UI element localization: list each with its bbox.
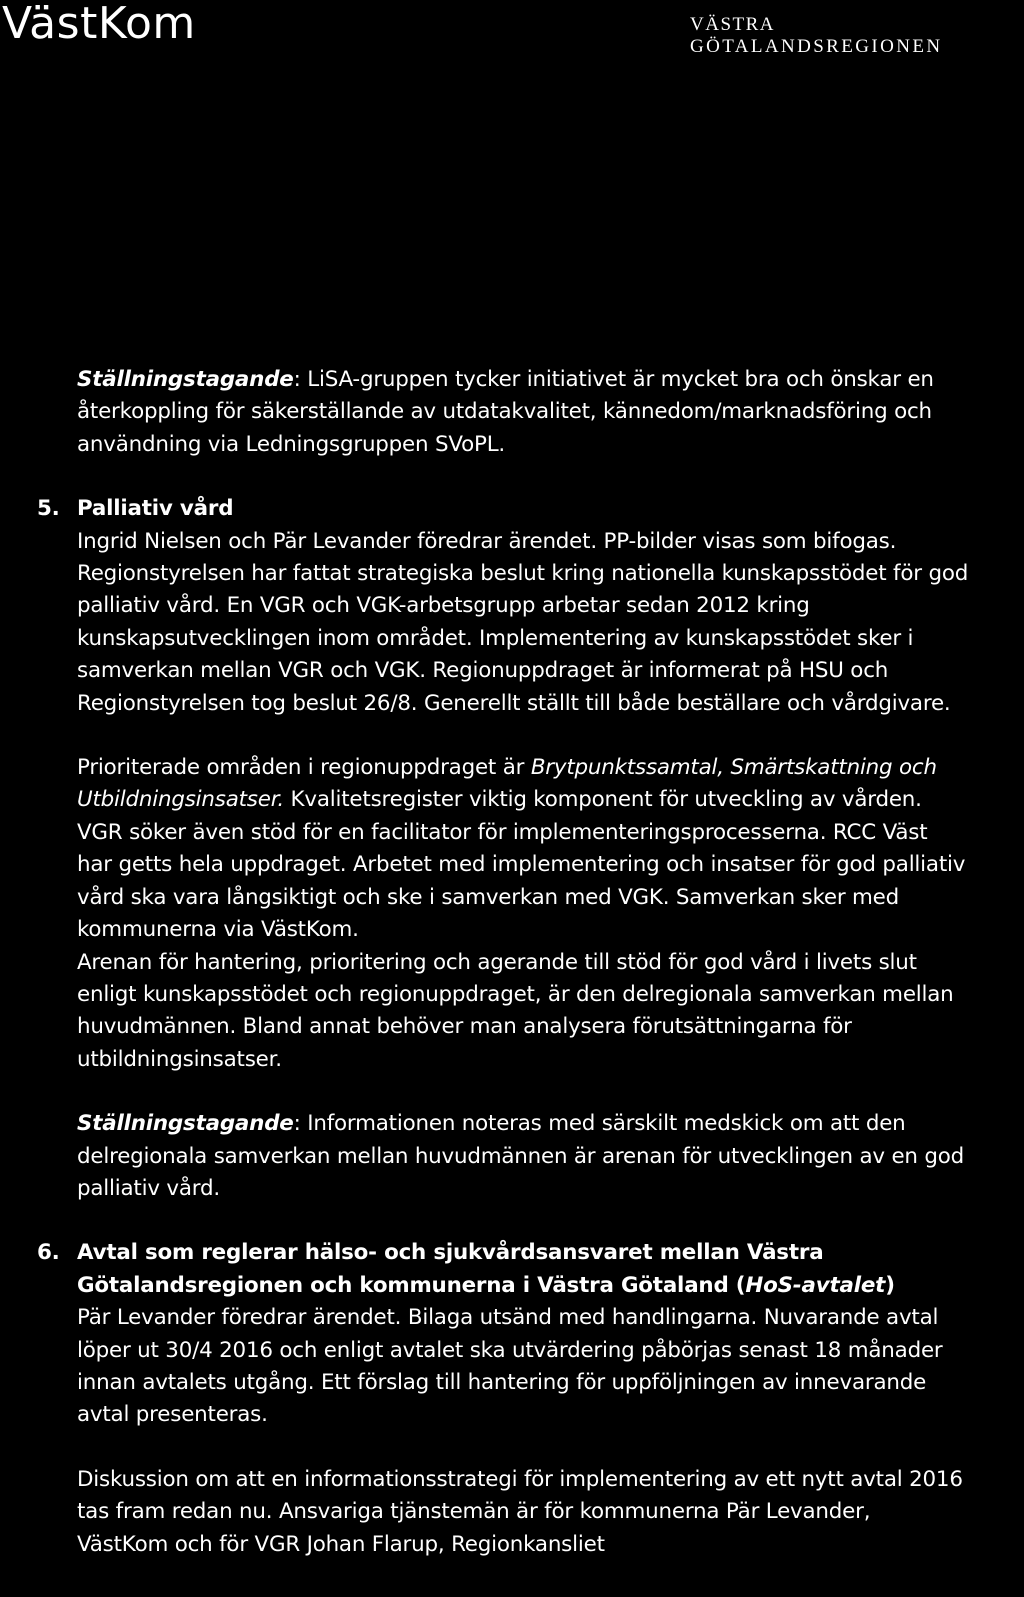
paragraph-line: kommunerna via VästKom. bbox=[77, 917, 359, 943]
paragraph-line: Arenan för hantering, prioritering och agerande till stöd för god vård i livets slut bbox=[77, 949, 917, 975]
spacer bbox=[0, 1076, 1024, 1108]
priorities-italic: Brytpunktssamtal, Smärtskattning och bbox=[530, 755, 937, 781]
statement-line: återkoppling för säkerställande av utdatakvalitet, kännedom/marknadsföring och bbox=[77, 399, 932, 425]
statement-line bbox=[77, 1108, 1014, 1140]
statement-colon: : bbox=[293, 367, 308, 392]
statement-colon: : bbox=[293, 1111, 308, 1137]
paragraph-line bbox=[77, 784, 1014, 816]
statement-line: användning via Ledningsgruppen SVoPL. bbox=[77, 431, 506, 457]
document-body bbox=[0, 364, 1024, 1561]
vastkom-logo: VästKom bbox=[2, 0, 196, 49]
paragraph-line: utbildningsinsatser. bbox=[77, 1046, 282, 1072]
paragraph-line: tas fram redan nu. Ansvariga tjänstemän är för kommunerna Pär Levander, bbox=[77, 1499, 871, 1525]
priorities-italic: Utbildningsinsatser. bbox=[77, 787, 284, 813]
paragraph-line: VGR söker även stöd för en facilitator för implementeringsprocesserna. RCC Väst bbox=[77, 819, 928, 845]
paragraph-line: avtal presenteras. bbox=[77, 1402, 268, 1428]
spacer bbox=[0, 461, 1024, 493]
spacer bbox=[0, 1432, 1024, 1464]
paragraph-line: vård ska vara långsiktigt och ske i samverkan med VGK. Samverkan sker med bbox=[77, 884, 900, 910]
item-title: Palliativ vård bbox=[77, 496, 234, 522]
item-number: 6. bbox=[37, 1240, 60, 1266]
paragraph-line: Ingrid Nielsen och Pär Levander föredrar ärendet. PP-bilder visas som bifogas. bbox=[77, 528, 897, 554]
item-title-part: Götalandsregionen och kommunerna i Västra Götaland ( bbox=[77, 1272, 746, 1298]
position-statement-lisa bbox=[0, 364, 1024, 461]
paragraph-line: innan avtalets utgång. Ett förslag till hantering för uppföljningen av innevarande bbox=[77, 1369, 927, 1395]
statement-text: LiSA-gruppen tycker initiativet är mycket bra och önskar en bbox=[307, 367, 934, 392]
paragraph-line: palliativ vård. En VGR och VGK-arbetsgrupp arbetar sedan 2012 kring bbox=[77, 593, 810, 619]
statement-label: Ställningstagande bbox=[77, 1111, 294, 1137]
statement-text: Informationen noteras med särskilt medskick om att den bbox=[307, 1111, 906, 1137]
paragraph-line: VästKom och för VGR Johan Flarup, Regionkansliet bbox=[77, 1531, 605, 1557]
priorities-rest: Kvalitetsregister viktig komponent för utveckling av vården. bbox=[283, 787, 922, 813]
statement-line bbox=[77, 364, 1014, 396]
paragraph-line: Regionstyrelsen tog beslut 26/8. Generellt ställt till både beställare och vårdgivare. bbox=[77, 690, 951, 716]
agenda-item-5 bbox=[0, 493, 1024, 720]
paragraph-line: samverkan mellan VGR och VGK. Regionuppdraget är informerat på HSU och bbox=[77, 658, 889, 684]
spacer bbox=[0, 720, 1024, 752]
paragraph-line: har getts hela uppdraget. Arbetet med implementering och insatser för god palliativ bbox=[77, 852, 966, 878]
item-6-body bbox=[0, 1237, 1024, 1431]
spacer bbox=[0, 1205, 1024, 1237]
priorities-prefix: Prioriterade områden i regionuppdraget är bbox=[77, 755, 531, 781]
paragraph-line bbox=[77, 752, 1014, 784]
paragraph-line: Diskussion om att en informationsstrategi för implementering av ett nytt avtal 2016 bbox=[77, 1466, 963, 1492]
paragraph-line: Regionstyrelsen har fattat strategiska beslut kring nationella kunskapsstödet för god bbox=[77, 561, 969, 587]
paragraph-line: Pär Levander föredrar ärendet. Bilaga utsänd med handlingarna. Nuvarande avtal bbox=[77, 1305, 939, 1331]
item-title bbox=[77, 1270, 1014, 1302]
vgr-logo-line2: GÖTALANDSREGIONEN bbox=[690, 36, 943, 57]
item-number: 5. bbox=[37, 496, 60, 522]
item-5-body bbox=[0, 493, 1024, 720]
statement-line: delregionala samverkan mellan huvudmännen är arenan för utvecklingen av en god bbox=[77, 1143, 965, 1169]
item-6-discussion bbox=[0, 1464, 1024, 1561]
paragraph-line: huvudmännen. Bland annat behöver man analysera förutsättningarna för bbox=[77, 1014, 852, 1040]
item-title-part: ) bbox=[885, 1272, 895, 1298]
vgr-logo-line1: VÄSTRA bbox=[690, 14, 776, 35]
statement-line: palliativ vård. bbox=[77, 1175, 220, 1201]
position-statement-palliative bbox=[0, 1108, 1024, 1205]
vgr-logo bbox=[690, 14, 942, 58]
statement-label: Ställningstagande bbox=[77, 367, 294, 392]
item-5-priorities bbox=[0, 752, 1024, 1076]
item-title: Avtal som reglerar hälso- och sjukvårdsansvaret mellan Västra bbox=[77, 1240, 824, 1266]
paragraph-line: löper ut 30/4 2016 och enligt avtalet ska utvärdering påbörjas senast 18 månader bbox=[77, 1337, 943, 1363]
paragraph-line: enligt kunskapsstödet och regionuppdraget, är den delregionala samverkan mellan bbox=[77, 981, 954, 1007]
paragraph-line: kunskapsutvecklingen inom området. Implementering av kunskapsstödet sker i bbox=[77, 625, 914, 651]
item-title-italic: HoS-avtalet bbox=[745, 1272, 886, 1298]
agenda-item-6 bbox=[0, 1237, 1024, 1431]
